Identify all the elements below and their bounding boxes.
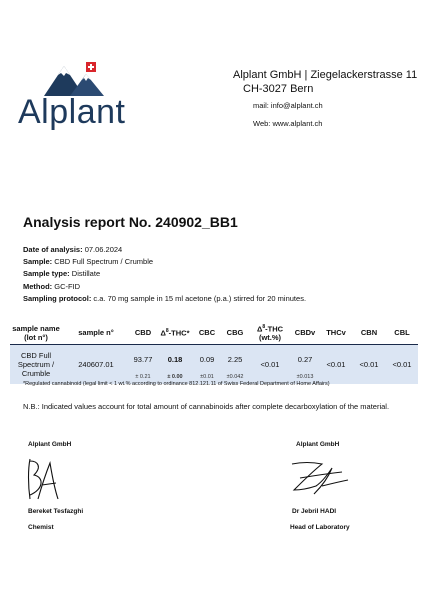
report-meta	[23, 244, 306, 305]
results-table	[10, 322, 418, 384]
meta-sample: Sample: CBD Full Spectrum / Crumble	[23, 257, 154, 267]
header-cbg: CBG	[226, 328, 244, 338]
sd-d8-thc: ± 0.00	[167, 374, 183, 380]
sd-cbc: ±0.01	[200, 374, 214, 380]
signature-left-handwriting-icon	[24, 455, 64, 503]
sd-cbdv: ±0.013	[296, 374, 314, 380]
cell-d8-thc: 0.18	[167, 354, 183, 364]
cell-sample-name: CBD Full Spectrum / Crumble	[17, 350, 55, 378]
table-row	[10, 344, 418, 374]
header-cbdv: CBDv	[294, 328, 316, 338]
meta-method: Method: GC-FID	[23, 281, 81, 291]
signature-left-role: Chemist	[28, 524, 54, 531]
decarboxylation-note: N.B.: Indicated values account for total amount of cannabinoids after complete decarboxylation of the material.	[23, 402, 390, 411]
header-d8-thc: $\Delta^8-THC*$	[160, 328, 190, 338]
company-address	[233, 68, 417, 96]
meta-sampling-protocol: Sampling protocol: c.a. 70 mg sample in 15 ml acetone (p.a.) stirred for 20 minutes.	[23, 293, 307, 303]
sd-cbg: ±0.042	[226, 374, 244, 380]
company-address-line2: CH-3027 Bern	[243, 83, 314, 95]
sd-cbd: ± 0.21	[135, 374, 151, 380]
signature-left-name: Bereket Tesfazghi	[28, 508, 84, 515]
header-d9-thc: $\Delta^8$-THC (wt.%)	[256, 323, 284, 342]
header-cbl: CBL	[394, 328, 410, 338]
header-thcv: THCv	[326, 328, 346, 338]
cell-thcv: <0.01	[326, 359, 346, 369]
header-sample-name: sample name (lot n°)	[12, 323, 60, 342]
cell-sample-no: 240607.01	[78, 359, 114, 369]
cell-cbn: <0.01	[359, 359, 379, 369]
company-address-line1: Alplant GmbH | Ziegelackerstrasse 11	[233, 69, 418, 81]
mountain-logo-icon	[40, 62, 112, 96]
signature-right-handwriting-icon	[282, 456, 354, 500]
signature-right-role: Head of Laboratory	[290, 524, 350, 531]
meta-sample-type: Sample type: Distillate	[23, 269, 101, 279]
cell-cbd: 93.77	[133, 354, 153, 364]
cell-cbg: 2.25	[227, 354, 243, 364]
report-title: Analysis report No. 240902_BB1	[23, 214, 238, 230]
cell-d9-thc: <0.01	[260, 359, 280, 369]
company-web: Web: www.alplant.ch	[253, 119, 323, 128]
cell-cbc: 0.09	[199, 354, 215, 364]
header-cbn: CBN	[360, 328, 378, 338]
signature-right-name: Dr Jebril HADI	[292, 508, 337, 515]
cell-cbl: <0.01	[392, 359, 412, 369]
cell-cbdv: 0.27	[297, 354, 313, 364]
signature-right-company: Alplant GmbH	[296, 441, 340, 448]
brand-wordmark: Alplant	[18, 93, 126, 131]
header-sample-no: sample n°	[78, 328, 114, 338]
company-mail: mail: info@alplant.ch	[253, 101, 323, 110]
meta-date: Date of analysis: 07.06.2024	[23, 245, 123, 254]
signature-left-company: Alplant GmbH	[28, 441, 72, 448]
regulation-footnote: *Regulated cannabinoid (legal limit < 1 wt.% according to ordinance 812.121.11 of Swiss Federal Department of Home Affairs)	[23, 381, 330, 387]
header-cbd: CBD	[134, 328, 152, 338]
header-cbc: CBC	[198, 328, 216, 338]
table-header-row	[10, 322, 418, 344]
